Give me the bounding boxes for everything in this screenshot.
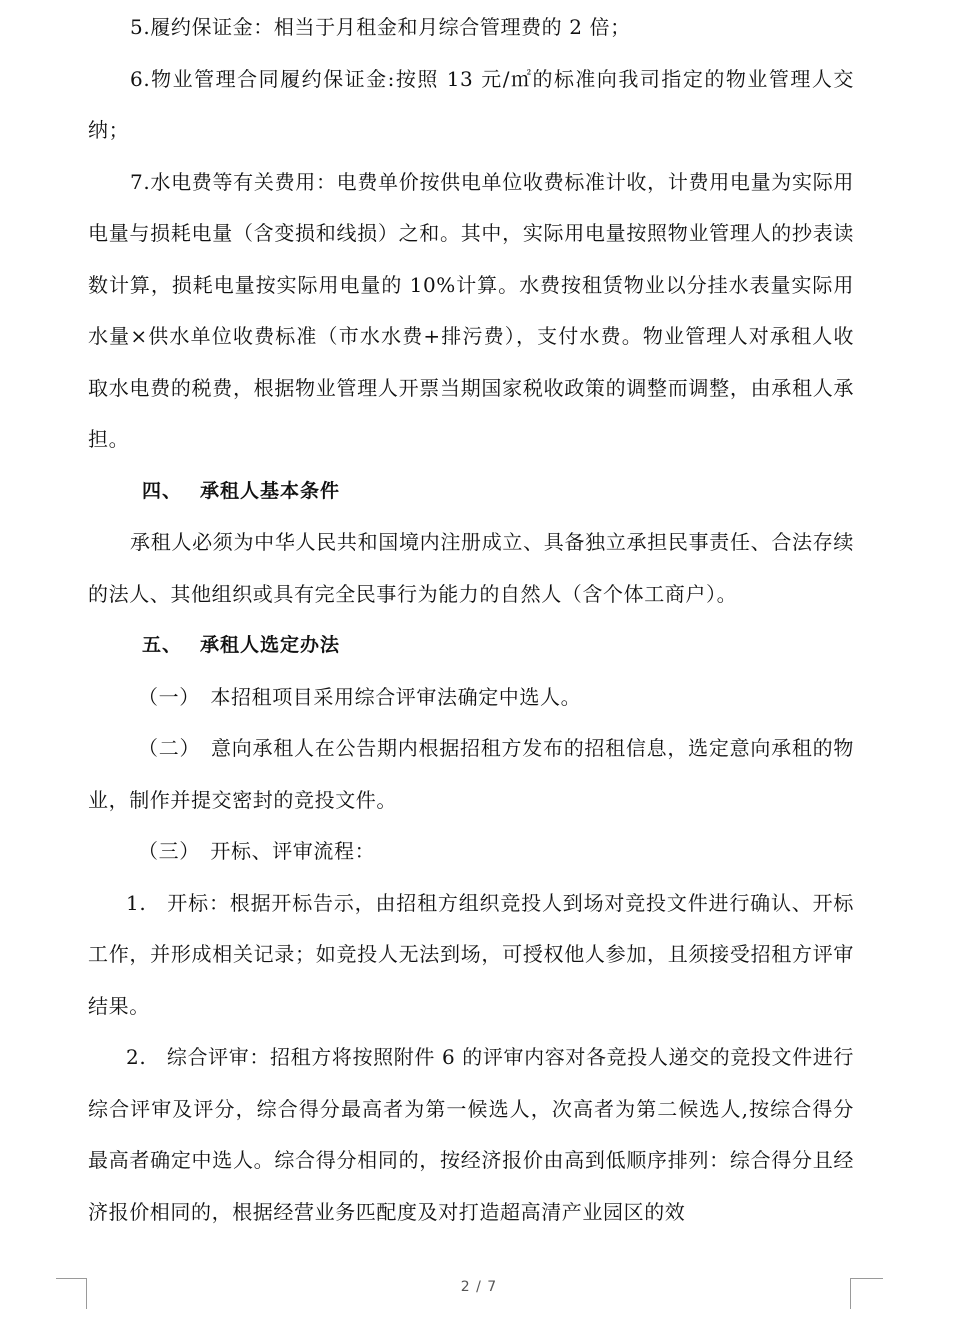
section-heading-selection-method (88, 620, 854, 672)
list-item-opening-process: （三） 开标、评审流程： (138, 839, 376, 863)
page-number: 2 / 7 (460, 1279, 498, 1295)
document-body (88, 2, 854, 1238)
footer-corner-mark-left (56, 1278, 87, 1309)
paragraph-tenant-conditions: 承租人必须为中华人民共和国境内注册成立、具备独立承担民事责任、合法存续的法人、其他组织或具有完全民事行为能力的自然人（含个体工商户）。 (88, 530, 854, 606)
section-heading-tenant-conditions (88, 466, 854, 518)
footer-corner-mark-right (850, 1278, 883, 1309)
step-comprehensive-review: 2. 综合评审：招租方将按照附件 6 的评审内容对各竞投人递交的竞投文件进行综合评审及评分，综合得分最高者为第一候选人，次高者为第二候选人,按综合得分最高者确定中选人。综合得分相同的，按经济报价由高到低顺序排列：综合得分且经济报价相同的，根据经营业务匹配度及对打造超高清产业园区的效 (88, 1045, 854, 1224)
section-title: 承租人选定办法 (200, 634, 341, 656)
paragraph-property-bond: 6.物业管理合同履约保证金:按照 13 元/㎡的标准向我司指定的物业管理人交纳； (88, 66, 854, 142)
section-number: 四、 (142, 479, 183, 502)
list-item-bid-submission: （二） 意向承租人在公告期内根据招租方发布的招租信息，选定意向承租的物业，制作并提交密封的竞投文件。 (88, 736, 854, 812)
section-number: 五、 (142, 634, 183, 656)
paragraph-performance-bond: 5.履约保证金：相当于月租金和月综合管理费的 2 倍； (130, 15, 631, 39)
list-item-evaluation-method: （一） 本招租项目采用综合评审法确定中选人。 (138, 684, 582, 709)
step-bid-opening: 1. 开标：根据开标告示，由招租方组织竞投人到场对竞投文件进行确认、开标工作，并形成相关记录；如竞投人无法到场，可授权他人参加，且须接受招租方评审结果。 (88, 890, 854, 1018)
section-title: 承租人基本条件 (200, 479, 341, 502)
paragraph-utility-fees: 7.水电费等有关费用：电费单价按供电单位收费标准计收，计费用电量为实际用电量与损耗电量（含变损和线损）之和。其中，实际用电量按照物业管理人的抄表读数计算，损耗电量按实际用电量的 10%计算。水费按租赁物业以分挂水表量实际用水量×供水单位收费标准（市水水费+排污费），支付水费。物业管理人对承租人收取水电费的税费，根据物业管理人开票当期国家税收政策的调整而调整，由承租人承担。 (88, 169, 854, 451)
